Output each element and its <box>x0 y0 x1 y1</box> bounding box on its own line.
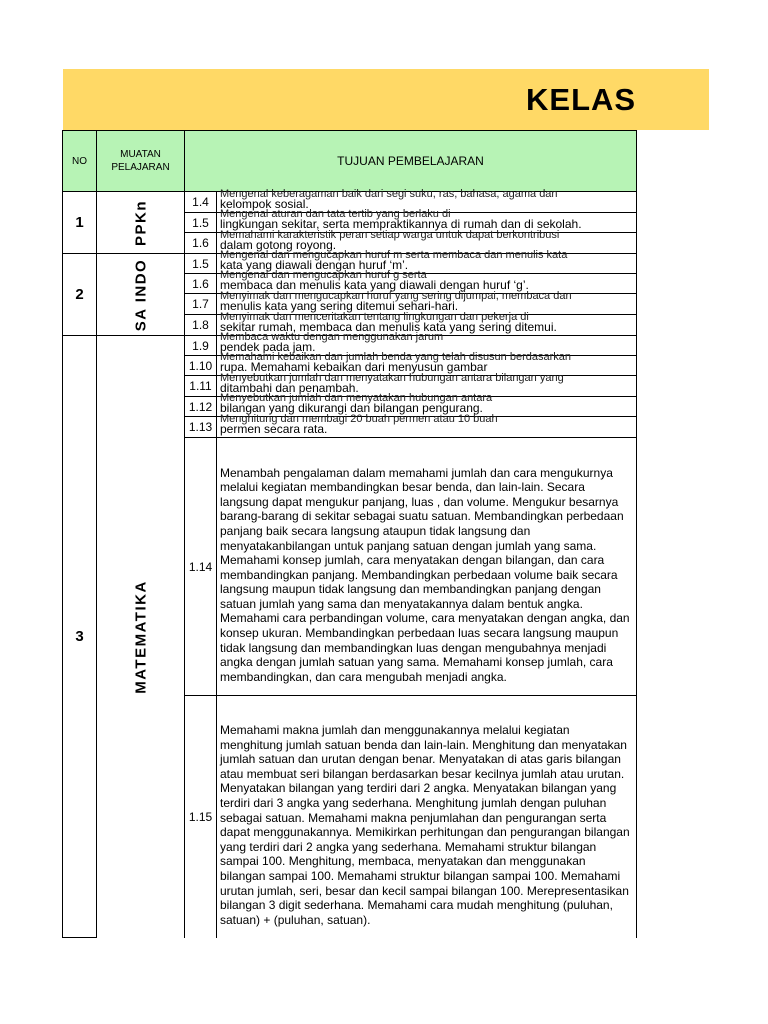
goal-code: 1.10 <box>185 356 217 376</box>
goal-text: Menambah pengalaman dalam memahami jumlah dan cara mengukurnya melalui kegiatan membandingkan besar benda, dan lain-lain. Secara langsung dapat mengukur panjang, luas , dan volume. Mengukur besarnya barang-barang di sekitar sebagai suatu satuan. Membandingkan perbedaan panjang baik secara langsung ataupun tidak langsung dan menyatakanbilangan untuk panjang satuan dengan jumlah yang sama. Memahami konsep jumlah, cara menyatakan dengan bilangan, dan cara membandingkan panjang. Membandingkan perbedaan volume baik secara langsung maupun tidak langsung dan membandingkan panjang dengan satuan jumlah yang sama dan menyatakannya dalam bentuk angka. Memahami cara perbandingan volume, cara menyatakan dengan angka, dan konsep ukuran. Membandingkan perbedaan luas secara langsung maupun tidak langsung dan membandingkan luas dengan mengubahnya menjadi angka dengan jumlah satuan yang sama. Memahami konsep jumlah, cara membandingkan, dan cara mengubah menjadi angka. <box>217 438 637 696</box>
goal-text: membaca dan menulis kata yang diawali dengan huruf ‘g’. <box>220 278 529 292</box>
goal-text: bilangan yang dikurangi dan bilangan pengurang. <box>220 401 483 415</box>
goal-text-clipped: Mengenal dan mengucapkan huruf g serta <box>220 269 427 281</box>
subject-label: PPKn <box>132 199 149 246</box>
goal-code: 1.15 <box>185 696 217 938</box>
row-number: 2 <box>63 254 97 336</box>
goal-text: permen secara rata. <box>220 422 328 436</box>
goal-code: 1.11 <box>185 376 217 397</box>
subject-cell <box>97 254 185 336</box>
goal-text-clipped: Memahami kebaikan dan jumlah benda yang telah disusun berdasarkan <box>220 351 572 363</box>
goal-code: 1.14 <box>185 438 217 696</box>
goal-code: 1.5 <box>185 213 217 233</box>
goal-code: 1.6 <box>185 233 217 254</box>
goal-text: pendek pada jam. <box>220 340 316 354</box>
goal-text: kata yang diawali dengan huruf ‘m’. <box>220 258 409 272</box>
goal-text-clipped: Memahami karakteristik peran setiap warga untuk dapat berkontribusi <box>220 229 560 241</box>
subject-cell <box>97 336 185 938</box>
goal-text-clipped: Menghitung dan membagi 20 buah permen atau 10 buah <box>220 413 498 425</box>
goal-text: kelompok sosial. <box>220 197 309 211</box>
learning-goals-table <box>62 130 637 938</box>
page-title: KELAS <box>526 82 637 117</box>
row-number: 3 <box>63 336 97 938</box>
goal-code: 1.6 <box>185 274 217 294</box>
goal-text-cell <box>217 413 637 438</box>
goal-text-clipped: Menyimak dan mengucapkan huruf yang sering dijumpai, membaca dan <box>220 290 572 302</box>
goal-text-clipped: Mengenal dan mengucapkan huruf m serta membaca dan menulis kata <box>220 249 568 261</box>
goal-text-clipped: Mengenal keberagaman baik dari segi suku, ras, bahasa, agama dan <box>220 188 558 200</box>
goal-code: 1.7 <box>185 294 217 315</box>
goal-text-clipped: Menyimak dan menceritakan tentang lingkungan dan pekerja di <box>220 311 529 323</box>
goal-text-clipped: Menyebutkan jumlah dan menyatakan hubungan antara <box>220 392 493 404</box>
goal-code: 1.12 <box>185 397 217 417</box>
goal-code: 1.13 <box>185 417 217 438</box>
goal-text: rupa. Memahami kebaikan dari menyusun gambar <box>220 360 488 374</box>
goal-code: 1.5 <box>185 254 217 274</box>
goal-text: dalam gotong royong. <box>220 238 337 252</box>
goal-code: 1.8 <box>185 315 217 336</box>
subject-label: SA INDO <box>132 258 149 331</box>
goal-text: ditambahi dan penambah. <box>220 381 359 395</box>
subject-cell <box>97 192 185 254</box>
column-header-subject: MUATAN PELAJARAN <box>97 131 185 192</box>
goal-text-clipped: Membaca waktu dengan menggunakan jarum <box>220 331 444 343</box>
goal-code: 1.9 <box>185 336 217 356</box>
goal-text: Memahami makna jumlah dan menggunakannya melalui kegiatan menghitung jumlah satuan benda dan lain-lain. Menghitung dan menyatakan jumlah satuan dan urutan dengan benar. Menyatakan di atas garis bilangan atau membuat seri bilangan berdasarkan besar kecilnya jumlah atau urutan. Menyatakan bilangan yang terdiri dari 2 angka. Menyatakan bilangan yang terdiri dari 3 angka yang sederhana. Menghitung jumlah dengan puluhan sebagai satuan. Memahami makna penjumlahan dan pengurangan serta dapat menggunakannya. Memikirkan perhitungan dan pengurangan bilangan yang terdiri dari 2 angka yang sederhana. Memahami struktur bilangan sampai 100. Menghitung, membaca, menyatakan dan menggunakan bilangan sampai 100. Memahami struktur bilangan sampai 100. Memahami urutan jumlah, seri, besar dan kecil sampai bilangan 100. Merepresentasikan bilangan 3 digit sederhana. Memahami cara mudah menghitung (puluhan, satuan) + (puluhan, satuan). <box>217 696 637 938</box>
column-header-no: NO <box>63 131 97 192</box>
row-number: 1 <box>63 192 97 254</box>
goal-text: menulis kata yang sering ditemui sehari-hari. <box>220 299 459 313</box>
subject-label: MATEMATIKA <box>132 579 149 694</box>
column-header-goal: TUJUAN PEMBELAJARAN <box>185 131 637 192</box>
goal-text: sekitar rumah, membaca dan menulis kata yang sering ditemui. <box>220 320 557 334</box>
table-header-row <box>63 131 637 192</box>
header-banner <box>63 69 709 130</box>
goal-text: lingkungan sekitar, serta mempraktikannya di rumah dan di sekolah. <box>220 217 582 231</box>
goal-text-clipped: Menyebutkan jumlah dan menyatakan hubungan antara bilangan yang <box>220 372 564 384</box>
goal-code: 1.4 <box>185 192 217 213</box>
goal-text-clipped: Mengenal aturan dan tata tertib yang berlaku di <box>220 208 451 220</box>
